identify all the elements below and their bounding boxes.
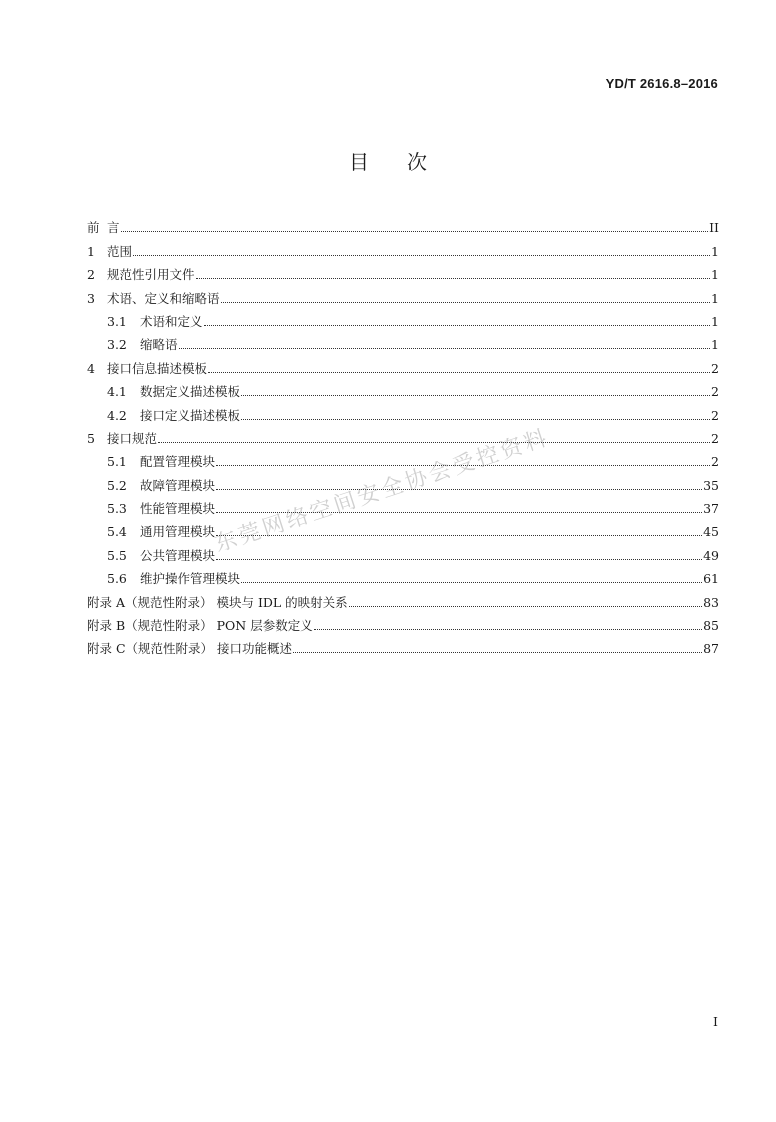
toc-entry[interactable]	[87, 610, 719, 633]
toc-leader-dots	[179, 347, 710, 349]
toc-entry-label: 数据定义描述模板	[140, 384, 241, 400]
toc-entry-page: 83	[703, 594, 719, 610]
toc-entry[interactable]	[87, 563, 719, 586]
toc-leader-dots	[241, 418, 710, 420]
toc-leader-dots	[221, 301, 710, 303]
toc-entry-page: 35	[703, 477, 719, 493]
toc-entry[interactable]	[87, 469, 719, 492]
toc-entry-label: 性能管理模块	[140, 501, 216, 517]
toc-entry-label: 范围	[107, 243, 133, 259]
toc-entry-page: 2	[711, 384, 719, 400]
toc-entry-label: 术语、定义和缩略语	[107, 290, 220, 306]
toc-entry-number: 5.1	[107, 454, 127, 470]
toc-entry-page: 1	[711, 313, 719, 329]
toc-entry[interactable]	[87, 282, 719, 305]
toc-entry-page: II	[709, 220, 719, 236]
toc-entry-label: 附录 A（规范性附录） 模块与 IDL 的映射关系	[87, 594, 348, 610]
toc-leader-dots	[349, 605, 702, 607]
toc-entry-number: 1	[87, 243, 95, 259]
toc-entry[interactable]	[87, 306, 719, 329]
toc-leader-dots	[196, 277, 710, 279]
toc-entry[interactable]	[87, 586, 719, 609]
toc-entry-page: 1	[711, 243, 719, 259]
toc-entry[interactable]	[87, 539, 719, 562]
toc-entry-page: 1	[711, 267, 719, 283]
toc-entry-label: 附录 B（规范性附录） PON 层参数定义	[87, 618, 313, 634]
toc-entry-label: 附录 C（规范性附录） 接口功能概述	[87, 641, 293, 657]
table-of-contents	[87, 212, 719, 656]
toc-entry-label: 维护操作管理模块	[140, 571, 241, 587]
toc-entry-page: 1	[711, 337, 719, 353]
toc-entry-label: 配置管理模块	[140, 454, 216, 470]
toc-entry-number: 4.1	[107, 384, 127, 400]
toc-entry[interactable]	[87, 399, 719, 422]
toc-leader-dots	[241, 394, 710, 396]
toc-entry[interactable]	[87, 376, 719, 399]
toc-entry-page: 1	[711, 290, 719, 306]
toc-leader-dots	[216, 511, 702, 513]
toc-leader-dots	[121, 230, 709, 232]
toc-entry-page: 2	[711, 360, 719, 376]
toc-entry-page: 45	[703, 524, 719, 540]
toc-leader-dots	[216, 488, 702, 490]
watermark: 东莞网络空间安全协会受控资料	[211, 425, 553, 558]
toc-entry-label: 通用管理模块	[140, 524, 216, 540]
toc-entry[interactable]	[87, 259, 719, 282]
toc-entry[interactable]	[87, 212, 719, 235]
toc-leader-dots	[293, 651, 702, 653]
toc-leader-dots	[208, 371, 710, 373]
document-code: YD/T 2616.8–2016	[605, 76, 718, 91]
toc-entry-number: 2	[87, 267, 95, 283]
toc-entry-number: 4.2	[107, 407, 127, 423]
toc-entry-number: 3.2	[107, 337, 127, 353]
toc-leader-dots	[216, 558, 702, 560]
toc-entry[interactable]	[87, 352, 719, 375]
toc-entry-label: 公共管理模块	[140, 547, 216, 563]
toc-entry-label: 缩略语	[140, 337, 178, 353]
toc-entry[interactable]	[87, 329, 719, 352]
toc-entry-number: 3.1	[107, 313, 127, 329]
toc-entry-page: 85	[703, 618, 719, 634]
toc-leader-dots	[158, 441, 710, 443]
toc-entry-label: 接口定义描述模板	[140, 407, 241, 423]
toc-entry-number: 5.3	[107, 501, 127, 517]
toc-entry-page: 2	[711, 430, 719, 446]
toc-entry-page: 2	[711, 407, 719, 423]
toc-entry-label: 规范性引用文件	[107, 267, 195, 283]
toc-entry[interactable]	[87, 633, 719, 656]
toc-leader-dots	[204, 324, 710, 326]
toc-entry-number: 5.4	[107, 524, 127, 540]
toc-entry-number: 前	[87, 220, 100, 236]
toc-leader-dots	[216, 464, 710, 466]
toc-entry-number: 5	[87, 430, 95, 446]
toc-leader-dots	[133, 254, 710, 256]
toc-entry-page: 49	[703, 547, 719, 563]
toc-entry-number: 5.5	[107, 547, 127, 563]
toc-entry-page: 37	[703, 501, 719, 517]
toc-entry-number: 3	[87, 290, 95, 306]
toc-leader-dots	[241, 581, 702, 583]
toc-entry-page: 87	[703, 641, 719, 657]
toc-entry-page: 2	[711, 454, 719, 470]
toc-entry[interactable]	[87, 235, 719, 258]
toc-entry-number: 4	[87, 360, 95, 376]
toc-entry-label: 接口信息描述模板	[107, 360, 208, 376]
page-title: 目次	[349, 150, 465, 174]
toc-leader-dots	[216, 534, 702, 536]
toc-leader-dots	[314, 628, 702, 630]
toc-entry-number: 5.2	[107, 477, 127, 493]
toc-entry-label: 故障管理模块	[140, 477, 216, 493]
toc-entry-number: 5.6	[107, 571, 127, 587]
toc-entry[interactable]	[87, 446, 719, 469]
page-number: I	[713, 1014, 718, 1029]
toc-entry-label: 接口规范	[107, 430, 158, 446]
toc-entry-label: 术语和定义	[140, 313, 203, 329]
toc-entry[interactable]	[87, 423, 719, 446]
toc-entry[interactable]	[87, 493, 719, 516]
toc-entry[interactable]	[87, 516, 719, 539]
toc-entry-page: 61	[703, 571, 719, 587]
toc-entry-label: 言	[107, 220, 120, 236]
